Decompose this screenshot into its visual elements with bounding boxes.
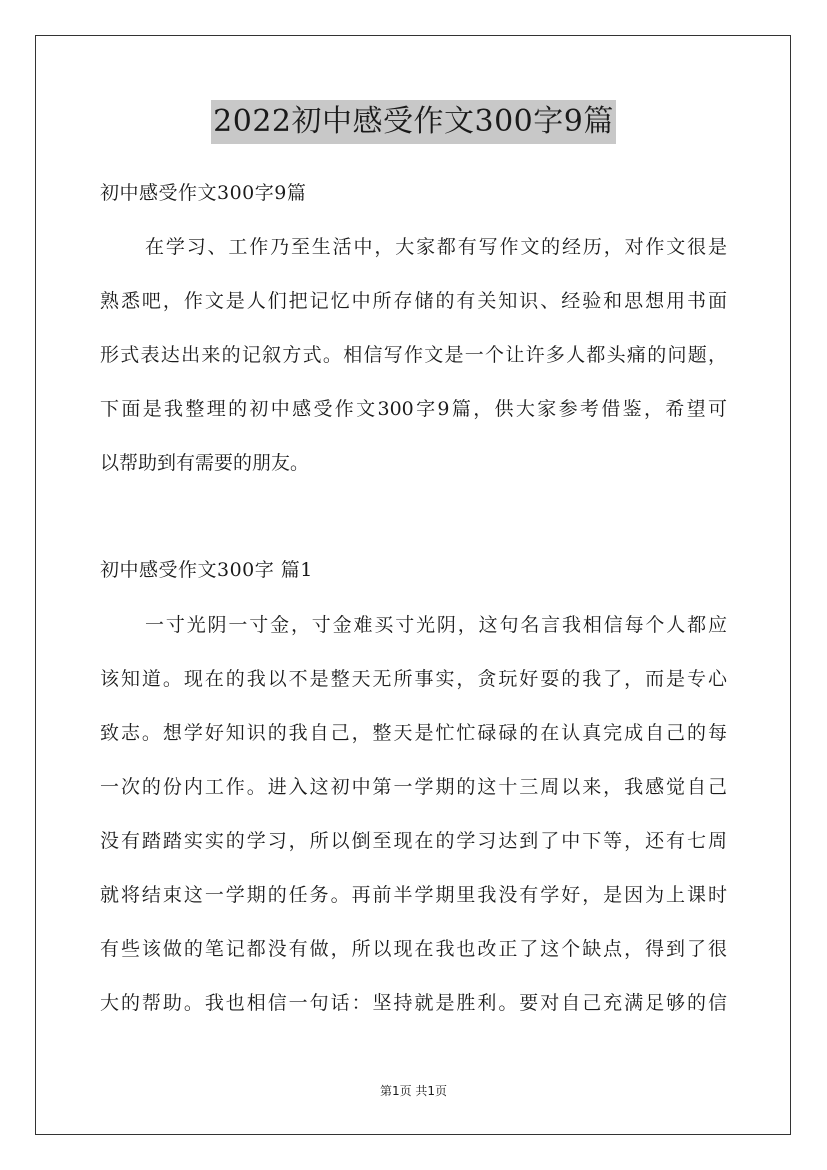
section-1-line-6: 就将结束这一学期的任务。再前半学期里我没有学好，是因为上课时 [100,884,727,906]
document-title [0,100,827,144]
intro-line-4: 下面是我整理的初中感受作文300字9篇，供大家参考借鉴，希望可 [100,398,727,420]
section-1-line-2: 该知道。现在的我以不是整天无所事实，贪玩好耍的我了，而是专心 [100,668,727,690]
page-number-footer: 第1页 共1页 [379,1084,448,1098]
intro-heading: 初中感受作文300字9篇 [100,182,307,204]
intro-line-2: 熟悉吧，作文是人们把记忆中所存储的有关知识、经验和思想用书面 [100,290,727,312]
intro-line-5: 以帮助到有需要的朋友。 [100,452,310,474]
section-1-line-5: 没有踏踏实实的学习，所以倒至现在的学习达到了中下等，还有七周 [100,830,727,852]
section-1-line-1: 一寸光阴一寸金，寸金难买寸光阴，这句名言我相信每个人都应 [145,614,727,636]
intro-line-1: 在学习、工作乃至生活中，大家都有写作文的经历，对作文很是 [145,236,727,258]
section-1-line-8: 大的帮助。我也相信一句话：坚持就是胜利。要对自己充满足够的信 [100,992,727,1014]
section-1-heading: 初中感受作文300字 篇1 [100,559,313,581]
section-1-line-7: 有些该做的笔记都没有做，所以现在我也改正了这个缺点，得到了很 [100,938,727,960]
document-title-text: 2022初中感受作文300字9篇 [211,100,616,144]
section-1-line-3: 致志。想学好知识的我自己，整天是忙忙碌碌的在认真完成自己的每 [100,722,727,744]
intro-line-3: 形式表达出来的记叙方式。相信写作文是一个让许多人都头痛的问题， [100,344,727,366]
section-1-line-4: 一次的份内工作。进入这初中第一学期的这十三周以来，我感觉自己 [100,776,727,798]
